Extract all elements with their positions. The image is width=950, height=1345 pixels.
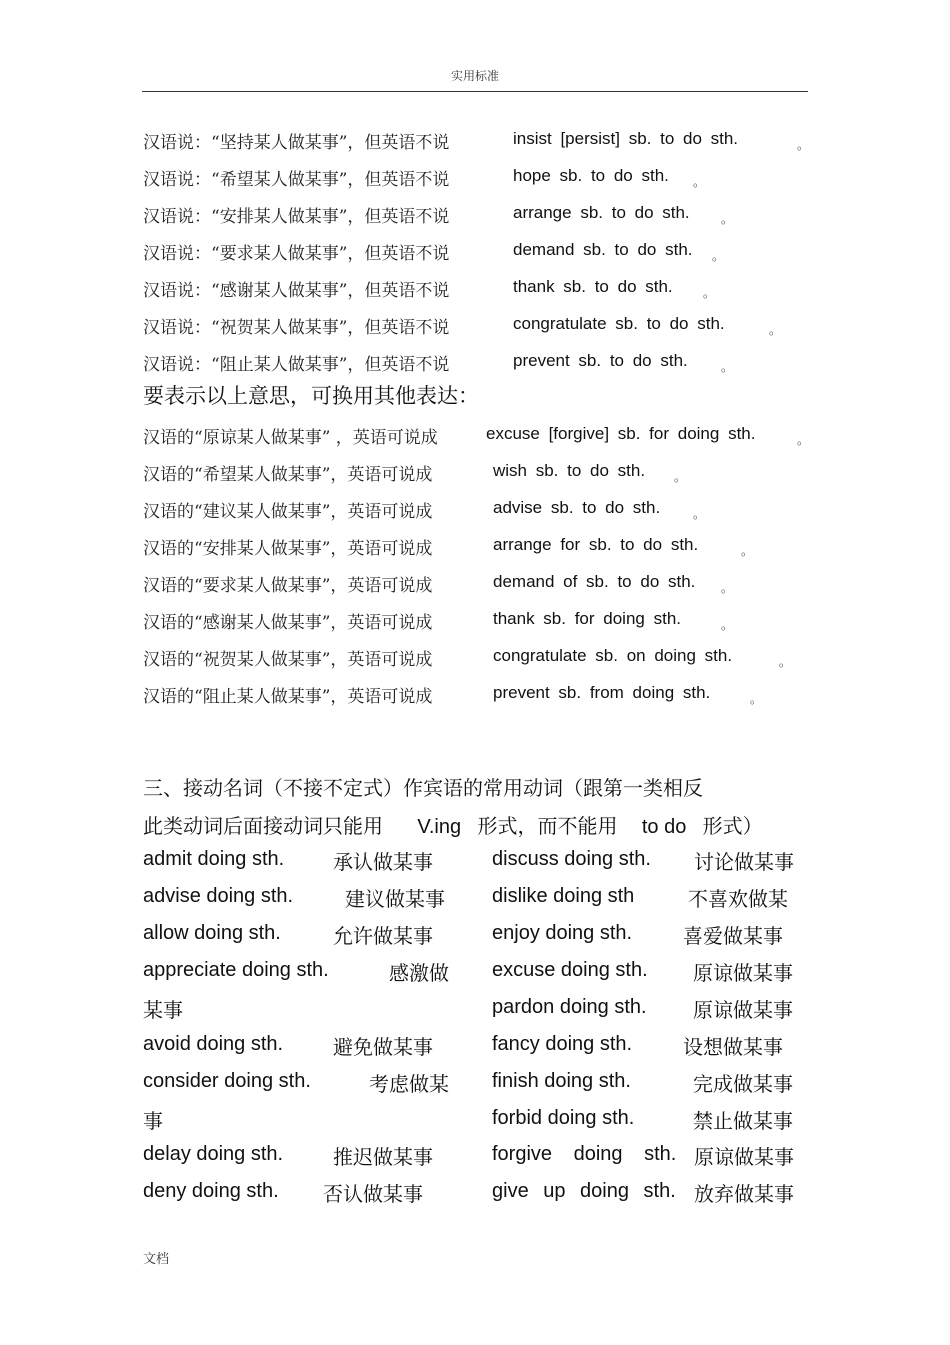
verb-phrase: finish doing sth. — [492, 1070, 631, 1092]
verb-meaning: 原谅做某事 — [693, 961, 793, 985]
chinese-phrase: 汉语说：“祝贺某人做某事”，但英语不说 — [143, 318, 450, 338]
verb-meaning: 感激做 — [389, 961, 449, 985]
verb-meaning: 设想做某事 — [683, 1035, 783, 1059]
chinese-phrase: 汉语的“建议某人做某事”，英语可说成 — [143, 502, 433, 522]
english-phrase: excuse [forgive] sb. for doing sth. — [486, 424, 756, 443]
chinese-phrase: 汉语说：“感谢某人做某事”，但英语不说 — [143, 281, 450, 301]
subtitle-part: V.ing — [417, 816, 462, 838]
period-mark: 。 — [779, 655, 792, 669]
verb-meaning: 承认做某事 — [333, 850, 433, 874]
subtitle-part: 此类动词后面接动词只能用 — [143, 814, 383, 838]
verb-phrase: pardon doing sth. — [492, 996, 647, 1018]
verb-meaning: 放弃做某事 — [694, 1182, 794, 1206]
period-mark: 。 — [797, 138, 810, 152]
verb-meaning: 讨论做某事 — [694, 850, 794, 874]
verb-phrase: excuse doing sth. — [492, 959, 648, 981]
english-phrase: advise sb. to do sth. — [493, 498, 661, 517]
verb-phrase: allow doing sth. — [143, 922, 281, 944]
english-phrase: hope sb. to do sth. — [513, 166, 669, 185]
verb-phrase: fancy doing sth. — [492, 1033, 633, 1055]
chinese-phrase: 汉语说：“安排某人做某事”，但英语不说 — [143, 207, 450, 227]
chinese-phrase: 汉语说：“坚持某人做某事”，但英语不说 — [143, 133, 450, 153]
english-phrase: arrange sb. to do sth. — [513, 203, 690, 222]
chinese-phrase: 汉语说：“希望某人做某事”，但英语不说 — [143, 170, 450, 190]
english-phrase: thank sb. for doing sth. — [493, 609, 681, 628]
page-header: 实用标准 — [450, 69, 499, 83]
period-mark: 。 — [721, 360, 734, 374]
verb-meaning: 喜爱做某事 — [683, 924, 783, 948]
section-subtitle — [143, 810, 763, 839]
verb-phrase: forbid doing sth. — [492, 1107, 635, 1129]
verb-phrase: avoid doing sth. — [143, 1033, 284, 1055]
period-mark: 。 — [693, 175, 706, 189]
verb-meaning: 某事 — [143, 998, 183, 1022]
period-mark: 。 — [712, 249, 725, 263]
mid-heading: 要表示以上意思，可换用其他表达： — [143, 384, 479, 408]
chinese-phrase: 汉语说：“要求某人做某事”，但英语不说 — [143, 244, 450, 264]
period-mark: 。 — [769, 323, 782, 337]
english-phrase: congratulate sb. to do sth. — [513, 314, 725, 333]
chinese-phrase: 汉语的“阻止某人做某事”，英语可说成 — [143, 687, 433, 707]
english-phrase: congratulate sb. on doing sth. — [493, 646, 733, 665]
verb-meaning: 完成做某事 — [693, 1072, 793, 1096]
subtitle-part: 形式，而不能用 — [477, 814, 618, 838]
period-mark: 。 — [741, 544, 754, 558]
english-phrase: arrange for sb. to do sth. — [493, 535, 699, 554]
page-footer: 文档 — [143, 1252, 170, 1267]
verb-meaning: 否认做某事 — [323, 1182, 423, 1206]
verb-phrase: advise doing sth. — [143, 885, 294, 907]
verb-meaning: 事 — [143, 1109, 163, 1133]
header-rule — [142, 91, 808, 92]
period-mark: 。 — [721, 212, 734, 226]
verb-phrase: appreciate doing sth. — [143, 959, 329, 981]
english-phrase: wish sb. to do sth. — [493, 461, 646, 480]
period-mark: 。 — [703, 286, 716, 300]
english-phrase: prevent sb. to do sth. — [513, 351, 688, 370]
chinese-phrase: 汉语的“原谅某人做某事” ，英语可说成 — [143, 428, 438, 448]
chinese-phrase: 汉语的“感谢某人做某事”，英语可说成 — [143, 613, 433, 633]
verb-phrase: delay doing sth. — [143, 1143, 284, 1165]
verb-meaning: 原谅做某事 — [693, 998, 793, 1022]
section-title: 三、接动名词（不接不定式）作宾语的常用动词（跟第一类相反 — [143, 776, 703, 800]
period-mark: 。 — [721, 581, 734, 595]
chinese-phrase: 汉语的“要求某人做某事”，英语可说成 — [143, 576, 433, 596]
chinese-phrase: 汉语的“安排某人做某事”，英语可说成 — [143, 539, 433, 559]
verb-phrase: forgive doing sth. — [492, 1143, 677, 1165]
verb-phrase: admit doing sth. — [143, 848, 285, 870]
verb-meaning: 避免做某事 — [333, 1035, 433, 1059]
chinese-phrase: 汉语说：“阻止某人做某事”，但英语不说 — [143, 355, 450, 375]
period-mark: 。 — [721, 618, 734, 632]
verb-phrase: consider doing sth. — [143, 1070, 311, 1092]
period-mark: 。 — [797, 433, 810, 447]
english-phrase: insist [persist] sb. to do sth. — [513, 129, 739, 148]
verb-meaning: 建议做某事 — [345, 887, 445, 911]
verb-meaning: 推迟做某事 — [333, 1145, 433, 1169]
verb-phrase: dislike doing sth — [492, 885, 635, 907]
period-mark: 。 — [750, 692, 763, 706]
english-phrase: prevent sb. from doing sth. — [493, 683, 711, 702]
verb-phrase: discuss doing sth. — [492, 848, 651, 870]
english-phrase: demand sb. to do sth. — [513, 240, 693, 259]
period-mark: 。 — [693, 507, 706, 521]
verb-phrase: deny doing sth. — [143, 1180, 279, 1202]
chinese-phrase: 汉语的“祝贺某人做某事”，英语可说成 — [143, 650, 433, 670]
period-mark: 。 — [674, 470, 687, 484]
verb-meaning: 不喜欢做某 — [688, 887, 788, 911]
chinese-phrase: 汉语的“希望某人做某事”，英语可说成 — [143, 465, 433, 485]
verb-meaning: 允许做某事 — [333, 924, 433, 948]
verb-phrase: give up doing sth. — [492, 1180, 676, 1202]
english-phrase: demand of sb. to do sth. — [493, 572, 696, 591]
verb-phrase: enjoy doing sth. — [492, 922, 633, 944]
english-phrase: thank sb. to do sth. — [513, 277, 673, 296]
subtitle-part: 形式） — [702, 814, 763, 838]
verb-meaning: 原谅做某事 — [694, 1145, 794, 1169]
subtitle-part: to do — [641, 816, 687, 838]
verb-meaning: 考虑做某 — [369, 1072, 449, 1096]
verb-meaning: 禁止做某事 — [693, 1109, 793, 1133]
